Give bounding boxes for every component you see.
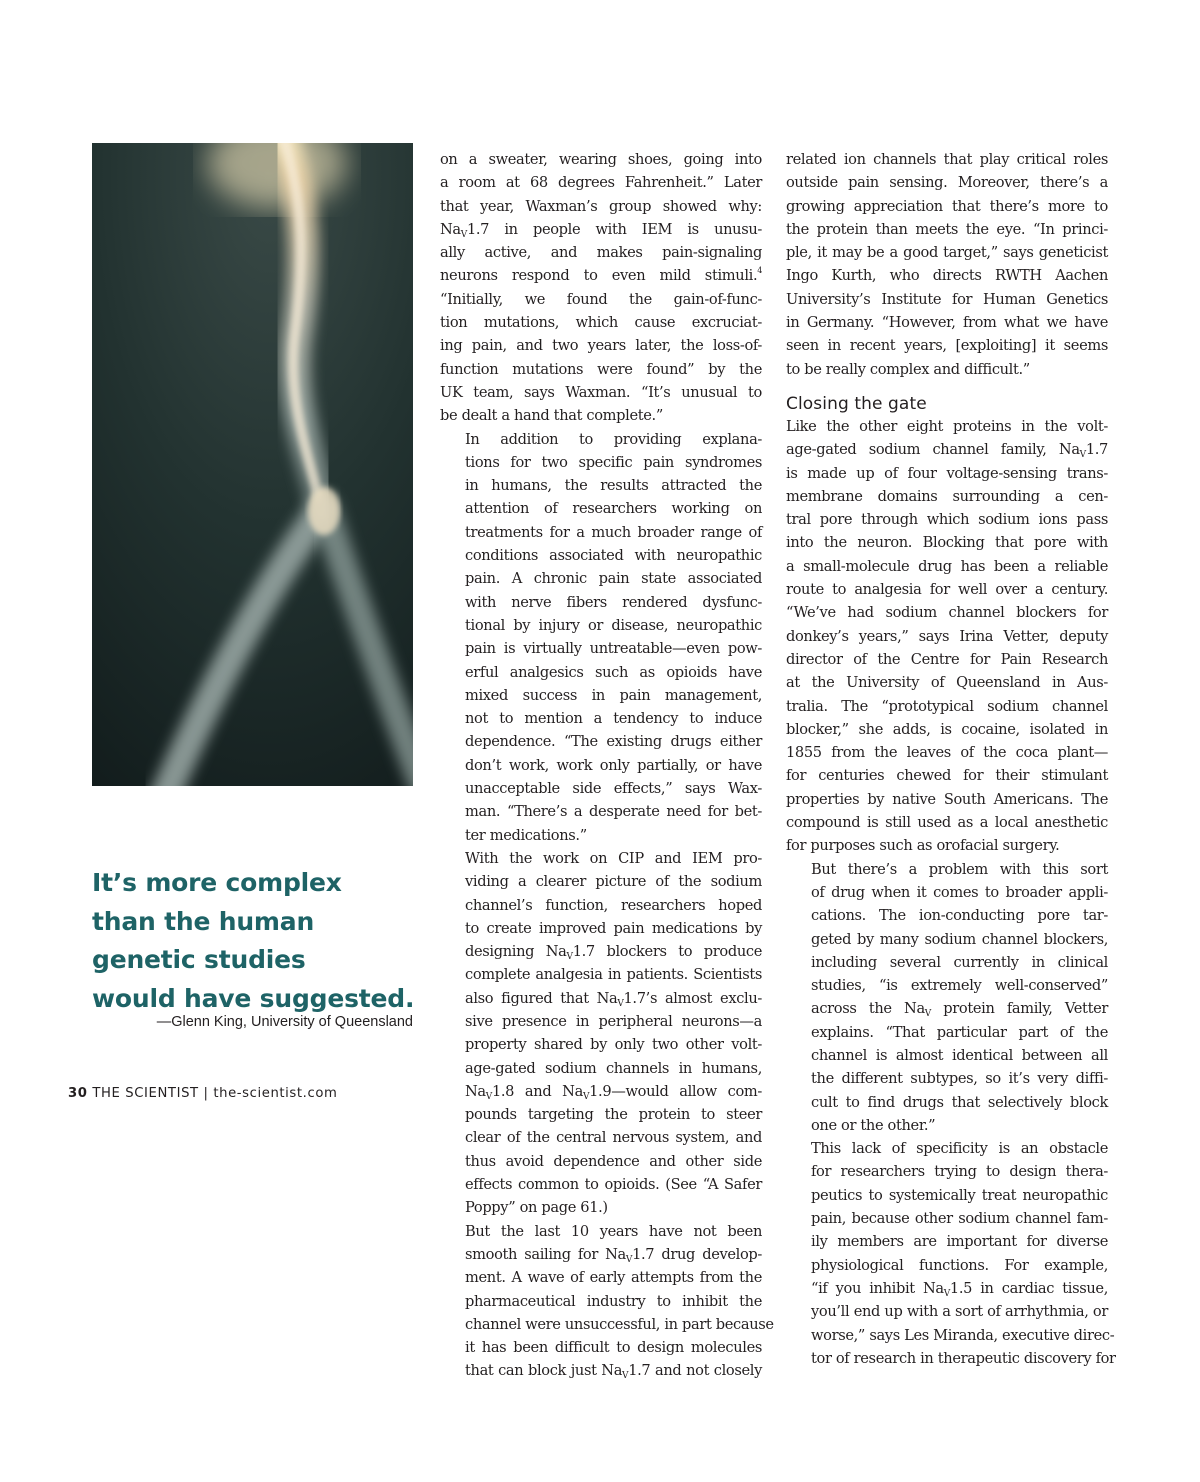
paragraph: But the last 10 years have not been smooth sailing for $Na_V1.7$ drug develop- ment. A wave of early attempts from the pharmaceutical industry to inhibit the channel were unsuccessful, in part because it has been difficult to design molecules that can block just $Na_V1.7$ and not closely [465, 1222, 774, 1382]
pull-quote-line: It’s more complex [92, 868, 342, 897]
website-link[interactable]: the-scientist.com [213, 1086, 338, 1101]
pull-quote-line: than the human [92, 906, 315, 936]
paragraph: related ion channels that play critical roles outside pain sensing. Moreover, there’s a growing appreciation that there’s more to the protein than meets the eye. “In princi- ple, it may be a good target,” says geneticist Ingo Kurth, who directs RWTH Aachen University’s Institute for Human Genetics in Germany. “However, from what we have seen in recent years, [exploiting] it seems to be really complex and difficult.” [786, 151, 1108, 378]
paragraph: Like the other eight proteins in the volt- age-gated sodium channel family, $Na_V1.7$ is made up of four voltage-sensing trans- membrane domains surrounding a cen- tral pore through which sodium ions pass into the neuron. Blocking that pore with a small-molecule drug has been a reliable route to analgesia for well over a century. “We’ve had sodium channel blockers for donkey’s years,” says Irina Vetter, deputy director of the Centre for Pain Research at the University of Queensland in Aus- tralia. The “prototypical sodium channel blocker,” she adds, is cocaine, isolated in 1855 from the leaves of the coca plant— for centuries chewed for their stimulant properties by native South Americans. The compound is still used as a local anesthetic for purposes such as orofacial surgery. [786, 417, 1108, 855]
pull-quote-attribution: —Glenn King, University of Queensland [156, 1014, 413, 1030]
nerve-fiber-photo [92, 143, 413, 786]
page-number: 30 [68, 1086, 88, 1101]
pull-quote-line: genetic studies [92, 945, 306, 974]
pull-quote [92, 864, 422, 1018]
paragraph: This lack of specificity is an obstacle for researchers trying to design thera- peutics to systemically treat neuropathic pain, because other sodium channel fam- ily members are important for diverse physiological functions. For example, “if you inhibit $Na_V1.5$ in cardiac tissue, you’ll end up with a sort of arrhythmia, or worse,” says Les Miranda, executive direc- tor of research in therapeutic discovery for [811, 1140, 1116, 1367]
paragraph: In addition to providing explana- tions for two specific pain syndromes in humans, the results attracted the attention of researchers working on treatments for a much broader range of conditions associated with neuropathic pain. A chronic pain state associated with nerve fibers rendered dysfunc- tional by injury or disease, neuropathic pain is virtually untreatable—even pow- erful analgesics such as opioids have mixed success in pain management, not to mention a tendency to induce dependence. “The existing drugs either don’t work, work only partially, or have unacceptable side effects,” says Wax- man. “There’s a desperate need for bet- ter medications.” [465, 430, 762, 844]
paragraph: But there’s a problem with this sort of drug when it comes to broader appli- cations. The ion-conducting pore tar- geted by many sodium channel blockers, including several currently in clinical studies, “is extremely well-conserved” across the $Na_V$ protein family, Vetter explains. “That particular part of the channel is almost identical between all the different subtypes, so it’s very diffi- cult to find drugs that selectively block one or the other.” [811, 860, 1109, 1134]
article-column-1 [440, 148, 774, 1383]
paragraph: on a sweater, wearing shoes, going into a room at 68 degrees Fahrenheit.” Later that year, Waxman’s group showed why: $Na_V1.7$ in people with IEM is unusu- ally active, and makes pain-signaling neurons respond to even mild stimuli.$^4$ “Initially, we found the gain-of-func- tion mutations, which cause excruciat- ing pain, and two years later, the loss-of- function mutations were found” by the UK team, says Waxman. “It’s unusual to be dealt a hand that complete.” [440, 151, 762, 425]
pull-quote-line: would have suggested. [92, 983, 415, 1013]
footer-separator: | [203, 1086, 209, 1101]
section-heading: Closing the gate [786, 393, 927, 414]
article-column-2 [786, 148, 1116, 1370]
publication-name: THE SCIENTIST [92, 1086, 199, 1101]
paragraph: With the work on CIP and IEM pro- viding a clearer picture of the sodium channel’s function, researchers hoped to create improved pain medications by designing $Na_V1.7$ blockers to produce complete analgesia in patients. Scientists also figured that $Na_V1.7’s$ almost exclu- sive presence in peripheral neurons—a property shared by only two other volt- age-gated sodium channels in humans, $Na_V1.8$ and $Na_V1.9—would$ allow com- pounds targeting the protein to steer clear of the central nervous system, and thus avoid dependence and other side effects common to opioids. (See “A Safer Poppy” on page 61.) [465, 849, 762, 1217]
page-footer [68, 1086, 337, 1101]
